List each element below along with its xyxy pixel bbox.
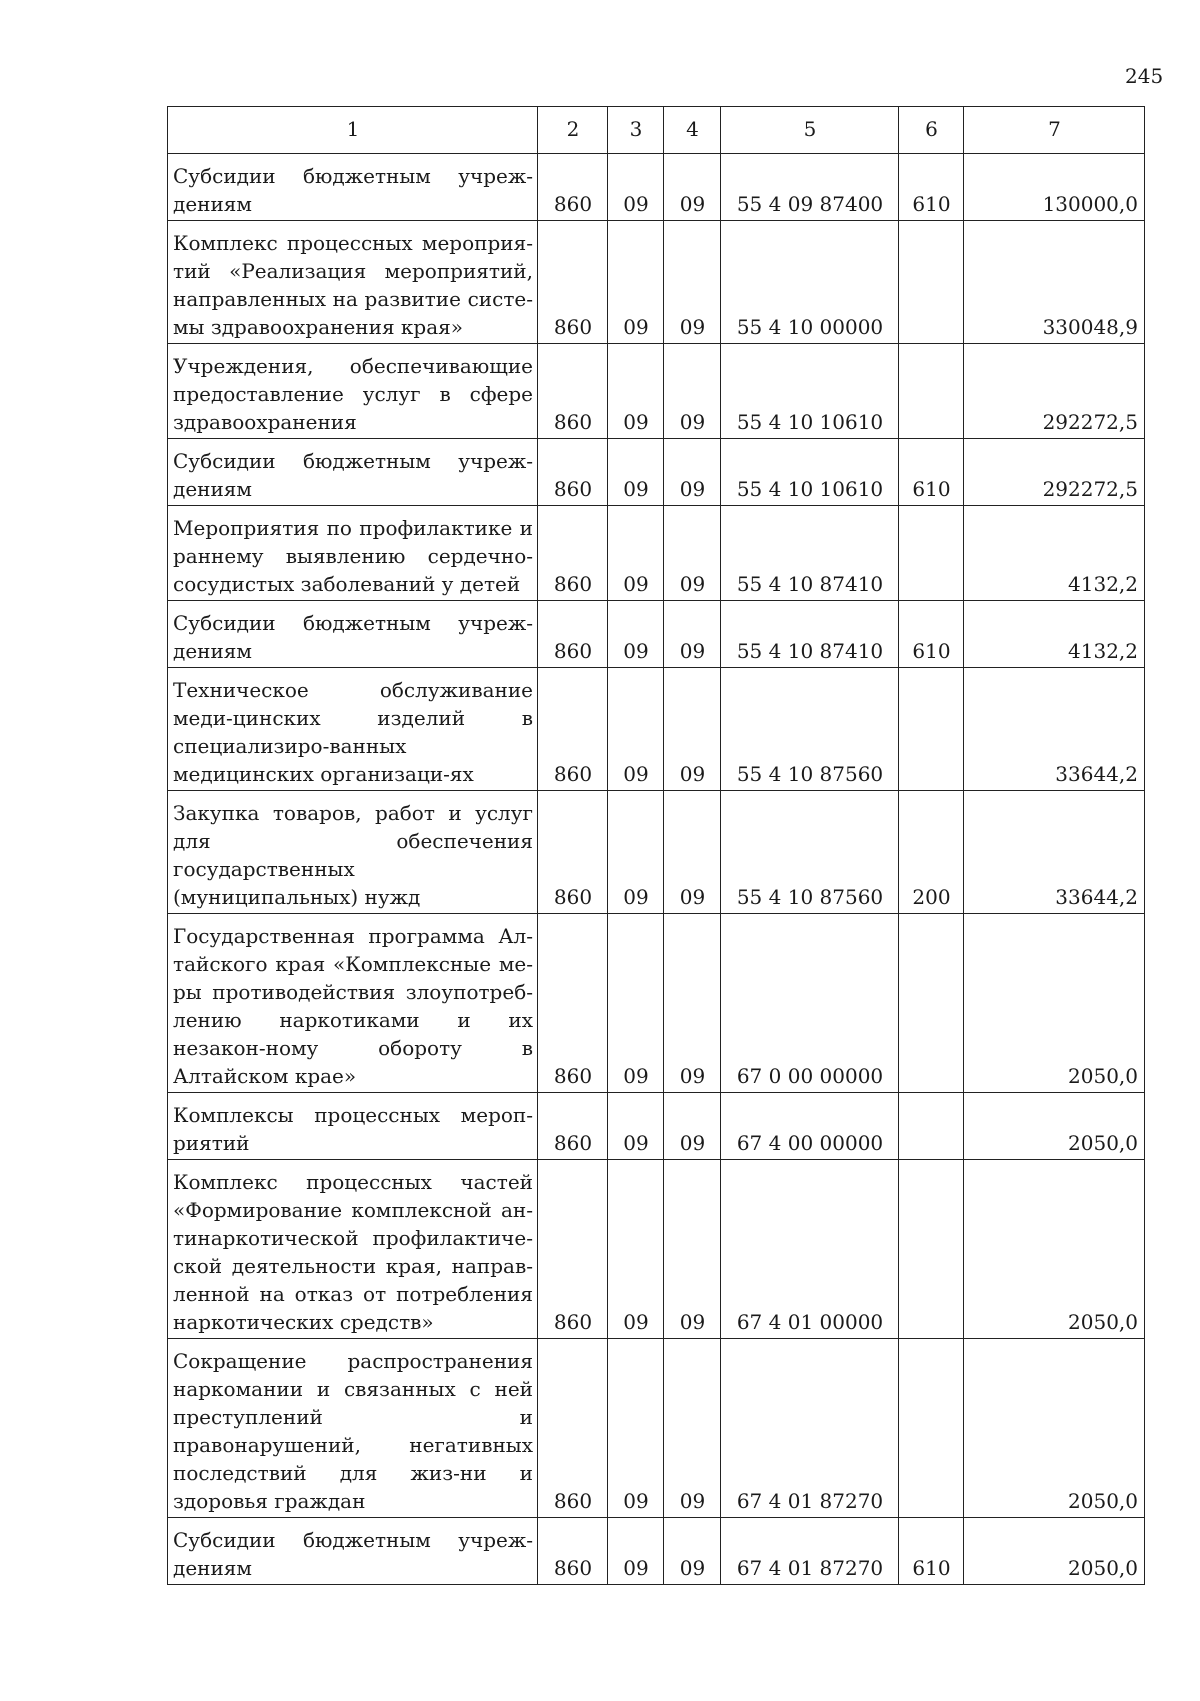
- row-name-cell: Мероприятия по профилактике и раннему выявлению сердечно-сосудистых заболеваний у детей: [168, 506, 538, 601]
- amount-cell: 292272,5: [964, 439, 1145, 506]
- expense-type-cell: [899, 668, 964, 791]
- code-cell: 860: [538, 791, 608, 914]
- section-cell: 09: [608, 601, 664, 668]
- expense-type-cell: 610: [899, 439, 964, 506]
- code-cell: 860: [538, 154, 608, 221]
- subsection-cell: 09: [664, 1160, 721, 1339]
- column-header: 5: [721, 107, 899, 154]
- amount-cell: 33644,2: [964, 791, 1145, 914]
- table-row: [168, 1160, 1145, 1339]
- code-cell: 860: [538, 506, 608, 601]
- row-name-cell: Учреждения, обеспечивающие предоставление услуг в сфере здравоохранения: [168, 344, 538, 439]
- table-row: [168, 791, 1145, 914]
- column-header: 1: [168, 107, 538, 154]
- subsection-cell: 09: [664, 601, 721, 668]
- target-article-cell: 55 4 10 87410: [721, 601, 899, 668]
- amount-cell: 330048,9: [964, 221, 1145, 344]
- section-cell: 09: [608, 221, 664, 344]
- section-cell: 09: [608, 914, 664, 1093]
- code-cell: 860: [538, 439, 608, 506]
- target-article-cell: 67 4 01 87270: [721, 1339, 899, 1518]
- table-row: [168, 1093, 1145, 1160]
- subsection-cell: 09: [664, 1339, 721, 1518]
- amount-cell: 2050,0: [964, 914, 1145, 1093]
- subsection-cell: 09: [664, 221, 721, 344]
- page-number: 245: [1125, 64, 1164, 88]
- table-row: [168, 439, 1145, 506]
- amount-cell: 2050,0: [964, 1160, 1145, 1339]
- code-cell: 860: [538, 1093, 608, 1160]
- table-body: [168, 154, 1145, 1585]
- target-article-cell: 55 4 10 00000: [721, 221, 899, 344]
- row-name-cell: Субсидии бюджетным учреж-дениям: [168, 1518, 538, 1585]
- section-cell: 09: [608, 1518, 664, 1585]
- row-name-cell: Техническое обслуживание меди-цинских изделий в специализиро-ванных медицинских организаци-ях: [168, 668, 538, 791]
- target-article-cell: 67 4 01 87270: [721, 1518, 899, 1585]
- budget-table: [167, 106, 1145, 1585]
- expense-type-cell: 200: [899, 791, 964, 914]
- table-row: [168, 344, 1145, 439]
- row-name-cell: Субсидии бюджетным учреж-дениям: [168, 601, 538, 668]
- code-cell: 860: [538, 344, 608, 439]
- section-cell: 09: [608, 1339, 664, 1518]
- subsection-cell: 09: [664, 439, 721, 506]
- expense-type-cell: [899, 1093, 964, 1160]
- target-article-cell: 55 4 10 87560: [721, 668, 899, 791]
- target-article-cell: 55 4 10 87560: [721, 791, 899, 914]
- table-row: [168, 668, 1145, 791]
- code-cell: 860: [538, 601, 608, 668]
- code-cell: 860: [538, 668, 608, 791]
- section-cell: 09: [608, 506, 664, 601]
- expense-type-cell: 610: [899, 1518, 964, 1585]
- target-article-cell: 55 4 09 87400: [721, 154, 899, 221]
- subsection-cell: 09: [664, 1518, 721, 1585]
- section-cell: 09: [608, 668, 664, 791]
- target-article-cell: 67 4 00 00000: [721, 1093, 899, 1160]
- target-article-cell: 67 0 00 00000: [721, 914, 899, 1093]
- table-row: [168, 914, 1145, 1093]
- column-header: 2: [538, 107, 608, 154]
- section-cell: 09: [608, 1160, 664, 1339]
- row-name-cell: Субсидии бюджетным учреж-дениям: [168, 439, 538, 506]
- amount-cell: 33644,2: [964, 668, 1145, 791]
- amount-cell: 130000,0: [964, 154, 1145, 221]
- code-cell: 860: [538, 1160, 608, 1339]
- expense-type-cell: [899, 1339, 964, 1518]
- row-name-cell: Государственная программа Ал-тайского края «Комплексные ме-ры противодействия злоупотреб-лению наркотиками и их незакон-ному обороту в Алтайском крае»: [168, 914, 538, 1093]
- section-cell: 09: [608, 344, 664, 439]
- expense-type-cell: [899, 1160, 964, 1339]
- section-cell: 09: [608, 1093, 664, 1160]
- code-cell: 860: [538, 1518, 608, 1585]
- table-row: [168, 1518, 1145, 1585]
- amount-cell: 292272,5: [964, 344, 1145, 439]
- row-name-cell: Субсидии бюджетным учреж-дениям: [168, 154, 538, 221]
- expense-type-cell: [899, 914, 964, 1093]
- amount-cell: 2050,0: [964, 1093, 1145, 1160]
- subsection-cell: 09: [664, 506, 721, 601]
- amount-cell: 2050,0: [964, 1339, 1145, 1518]
- section-cell: 09: [608, 791, 664, 914]
- row-name-cell: Комплексы процессных мероп-риятий: [168, 1093, 538, 1160]
- code-cell: 860: [538, 914, 608, 1093]
- column-header: 4: [664, 107, 721, 154]
- table-header-row: [168, 107, 1145, 154]
- row-name-cell: Комплекс процессных мероприя-тий «Реализация мероприятий, направленных на развитие систе-мы здравоохранения края»: [168, 221, 538, 344]
- expense-type-cell: 610: [899, 154, 964, 221]
- expense-type-cell: [899, 506, 964, 601]
- section-cell: 09: [608, 154, 664, 221]
- expense-type-cell: [899, 221, 964, 344]
- subsection-cell: 09: [664, 791, 721, 914]
- table-row: [168, 154, 1145, 221]
- subsection-cell: 09: [664, 154, 721, 221]
- table-row: [168, 601, 1145, 668]
- expense-type-cell: [899, 344, 964, 439]
- target-article-cell: 55 4 10 10610: [721, 439, 899, 506]
- column-header: 3: [608, 107, 664, 154]
- expense-type-cell: 610: [899, 601, 964, 668]
- amount-cell: 2050,0: [964, 1518, 1145, 1585]
- table-row: [168, 221, 1145, 344]
- column-header: 6: [899, 107, 964, 154]
- subsection-cell: 09: [664, 668, 721, 791]
- target-article-cell: 55 4 10 10610: [721, 344, 899, 439]
- column-header: 7: [964, 107, 1145, 154]
- amount-cell: 4132,2: [964, 601, 1145, 668]
- target-article-cell: 55 4 10 87410: [721, 506, 899, 601]
- subsection-cell: 09: [664, 914, 721, 1093]
- subsection-cell: 09: [664, 1093, 721, 1160]
- section-cell: 09: [608, 439, 664, 506]
- code-cell: 860: [538, 1339, 608, 1518]
- target-article-cell: 67 4 01 00000: [721, 1160, 899, 1339]
- code-cell: 860: [538, 221, 608, 344]
- row-name-cell: Комплекс процессных частей «Формирование комплексной ан-тинаркотической профилактиче-ской деятельности края, направ-ленной на отказ от потребления наркотических средств»: [168, 1160, 538, 1339]
- table-row: [168, 506, 1145, 601]
- table-row: [168, 1339, 1145, 1518]
- row-name-cell: Сокращение распространения наркомании и связанных с ней преступлений и правонарушений, негативных последствий для жиз-ни и здоровья граждан: [168, 1339, 538, 1518]
- amount-cell: 4132,2: [964, 506, 1145, 601]
- row-name-cell: Закупка товаров, работ и услуг для обеспечения государственных (муниципальных) нужд: [168, 791, 538, 914]
- subsection-cell: 09: [664, 344, 721, 439]
